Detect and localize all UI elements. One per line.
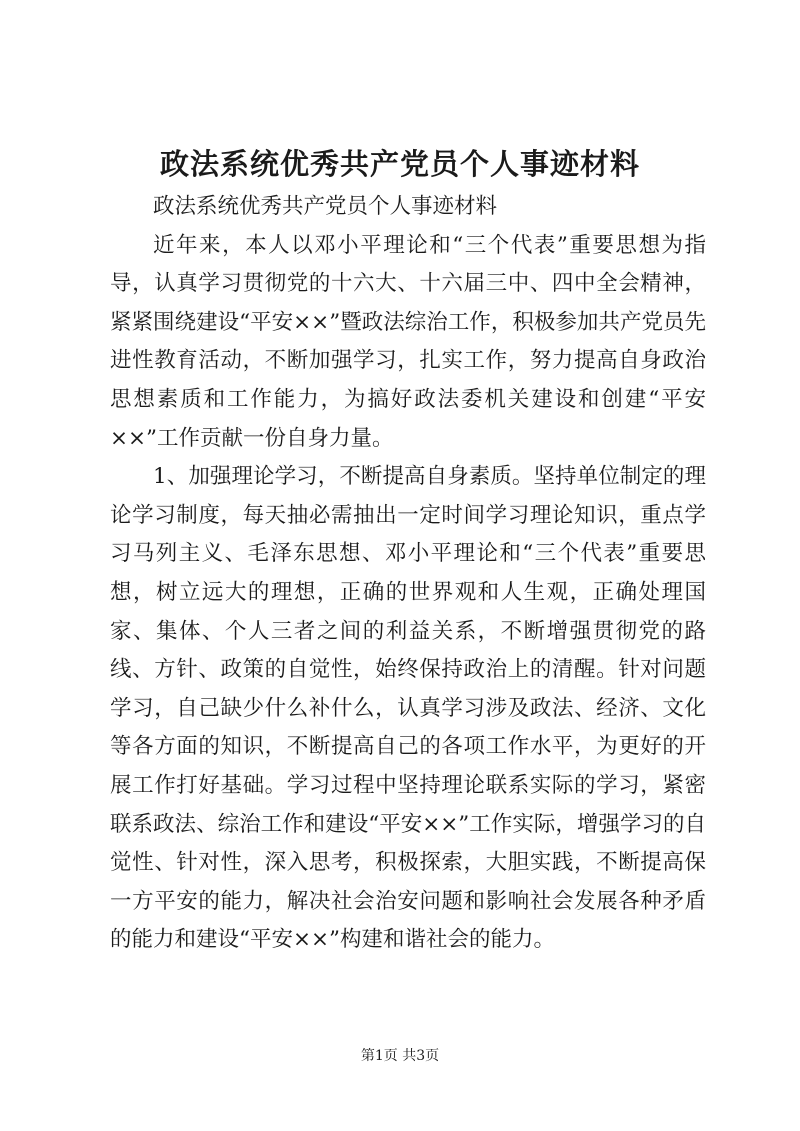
- paragraph-intro: 近年来，本人以邓小平理论和“三个代表”重要思想为指导，认真学习贯彻党的十六大、十六届三中、四中全会精神，紧紧围绕建设“平安××”暨政法综治工作，积极参加共产党员先进性教育活动，不断加强学习，扎实工作，努力提高自身政治思想素质和工作能力，为搞好政法委机关建设和创建“平安××”工作贡献一份自身力量。: [110, 232, 706, 451]
- page-number-footer: 第1页 共3页: [360, 1048, 440, 1064]
- paragraph-section-1: 1、加强理论学习，不断提高自身素质。坚持单位制定的理论学习制度，每天抽必需抽出一定时间学习理论知识，重点学习马列主义、毛泽东思想、邓小平理论和“三个代表”重要思想，树立远大的理想，正确的世界观和人生观，正确处理国家、集体、个人三者之间的利益关系，不断增强贯彻党的路线、方针、政策的自觉性，始终保持政治上的清醒。针对问题学习，自己缺少什么补什么，认真学习涉及政法、经济、文化等各方面的知识，不断提高自己的各项工作水平，为更好的开展工作打好基础。学习过程中坚持理论联系实际的学习，紧密联系政法、综治工作和建设“平安××”工作实际，增强学习的自觉性、针对性，深入思考，积极探索，大胆实践，不断提高保一方平安的能力，解决社会治安问题和影响社会发展各种矛盾的能力和建设“平安××”构建和谐社会的能力。: [110, 464, 706, 953]
- document-body: [110, 188, 706, 960]
- document-subtitle: 政法系统优秀共产党员个人事迹材料: [153, 194, 498, 219]
- document-title: 政法系统优秀共产党员个人事迹材料: [159, 147, 640, 181]
